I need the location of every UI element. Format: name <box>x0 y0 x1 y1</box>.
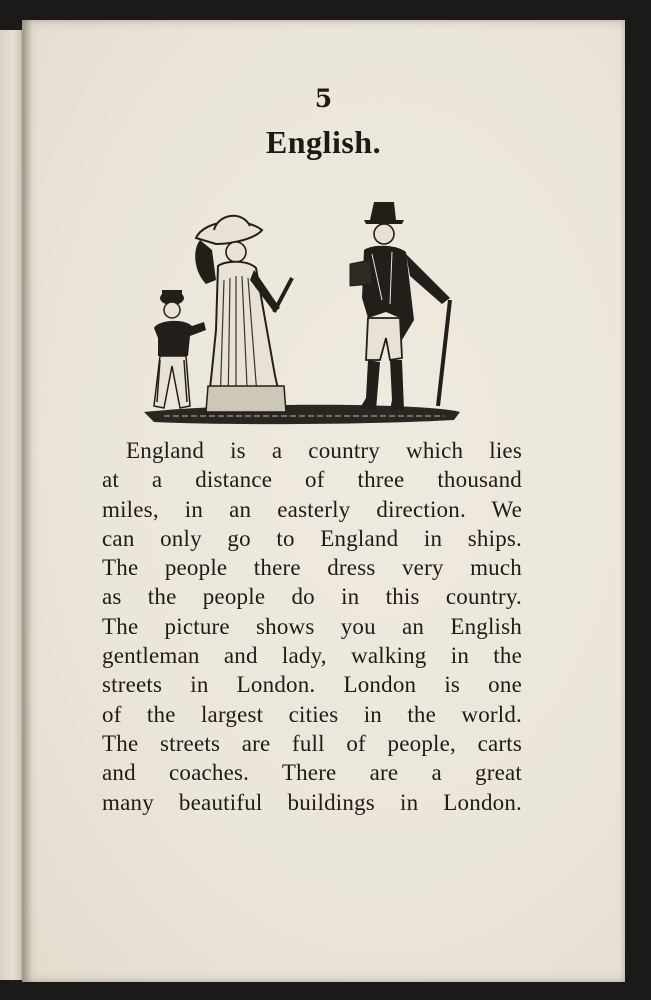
ground-shading <box>144 405 460 424</box>
previous-page-edge <box>0 30 24 980</box>
text-line-5: The people there dress very much <box>102 555 522 581</box>
text-line-8: gentleman and lady, walking in the <box>102 643 522 669</box>
text-line-11: The streets are full of people, carts <box>102 730 522 756</box>
text-line-13: many beautiful buildings in London. <box>102 789 522 815</box>
page-number: 5 <box>314 84 333 113</box>
text-line-7: The picture shows you an English <box>102 613 522 639</box>
child-figure <box>154 290 206 408</box>
book-page <box>22 20 625 982</box>
gentleman-figure <box>350 202 450 410</box>
woodcut-family-illustration <box>124 180 464 430</box>
text-line-6: as the people do in this country. <box>102 584 522 610</box>
gutter-shadow <box>22 20 32 982</box>
text-line-1: England is a country which lies <box>126 438 522 463</box>
page-heading: English. <box>265 124 382 160</box>
text-line-4: can only go to England in ships. <box>102 525 522 551</box>
body-text <box>102 436 522 817</box>
text-line-10: of the largest cities in the world. <box>102 701 522 727</box>
text-line-2: at a distance of three thousand <box>102 467 522 493</box>
lady-figure <box>195 216 292 412</box>
text-line-3: miles, in an easterly direction. We <box>102 496 522 522</box>
text-line-9: streets in London. London is one <box>102 672 522 698</box>
text-line-12: and coaches. There are a great <box>102 760 522 786</box>
